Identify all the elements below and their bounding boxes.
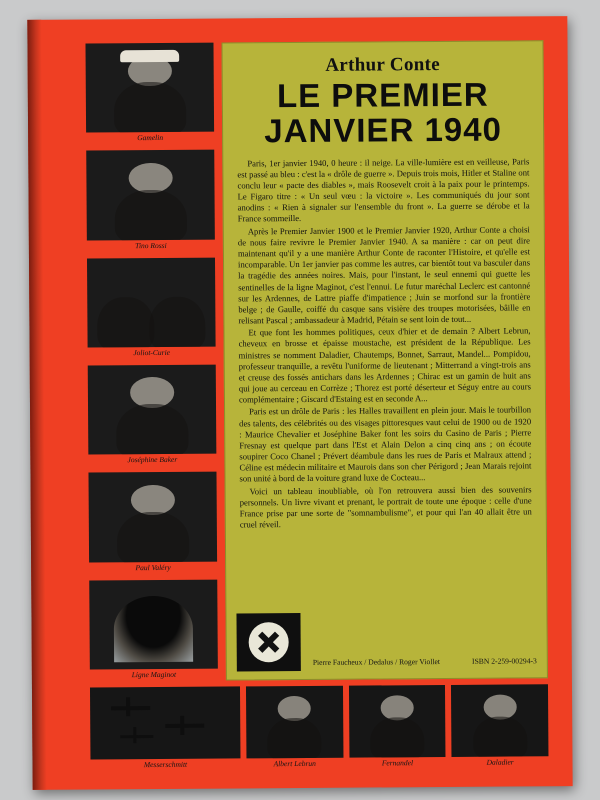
portrait-image: [88, 472, 217, 562]
photo-caption: Ligne Maginot: [131, 669, 177, 680]
credits-row: [313, 656, 537, 667]
photo-caption: Gamelin: [137, 133, 164, 143]
photo-caption: Albert Lebrun: [273, 758, 316, 769]
photo-caption: Tino Rossi: [135, 240, 167, 250]
bottom-photo-albert-lebrun: [246, 686, 343, 771]
book-title-line1: LE PREMIER: [276, 75, 489, 115]
portrait-image: [85, 43, 214, 133]
side-photo-gamelin: [85, 43, 214, 145]
aircraft-image: [90, 686, 240, 759]
photo-caption: Fernandel: [381, 758, 414, 768]
blurb-paragraph: Paris est un drôle de Paris : les Halles travaillent en plein jour. Mais le tourbillon des talents, des célébrités ou des visages pittoresques vaut celui de 1900 ou de 1920 : Maurice Chevalier et Joséphine Baker font les soirs du Casino de Paris ; Pierre Fresnay est quelque part dans l'Est et Alain Delon a cinq cinq ans ; on écoute soupirer Coco Chanel ; Prévert déambule dans les rues de Paris et Malraux attend ; Céline est médecin militaire et Maurois dans son cher Périgord ; Jean Marais rejoint son unité à bord de la voiture grand luxe de Cocteau...: [239, 404, 532, 484]
photo-credit: Pierre Faucheux / Dedalus / Roger Viollet: [312, 657, 441, 667]
side-photo-ligne-maginot: [89, 579, 218, 681]
isbn: ISBN 2-259-00294-3: [472, 656, 537, 666]
blurb-paragraph: Et que font les hommes politiques, ceux d'hier et de demain ? Albert Lebrun, cheveux en brosse et épaisse moustache, est président de la République. Les ministres se nomment Daladier, Chautemps, Bonnet, Sarraut, Mandel... Pompidou, professeur tranquille, a revêtu l'uniforme de lieutenant ; Mitterrand a vingt-trois ans et creuse des fossés antichars dans les Ardennes ; Chirac est un gamin de huit ans qui joue au cerceau en Corrèze ; Thorez est porté déserteur et Séguy entre au cours complémentaire ; Giscard d'Estaing est en seconde A...: [238, 325, 531, 405]
portrait-image: [86, 150, 215, 240]
bottom-photo-fernandel: [349, 685, 446, 770]
side-photo-column: [85, 43, 217, 682]
photo-caption: Messerschmitt: [143, 759, 188, 770]
portrait-image: [88, 365, 217, 455]
photo-caption: Joséphine Baker: [127, 455, 178, 465]
side-photo-joliot-curie: [87, 257, 216, 359]
photo-caption: Daladier: [486, 757, 514, 767]
portrait-image: [349, 685, 446, 758]
side-photo-paul-valery: [88, 472, 217, 574]
book-back-cover: [27, 16, 572, 790]
bunker-image: [89, 579, 218, 669]
portrait-image: [87, 257, 216, 347]
blurb-paragraph: Voici un tableau inoubliable, où l'on retrouvera aussi bien des souvenirs personnels. Un livre vivant et prenant, le portrait de toute une époque : celle d'une France prise par une sorte de "somnambulisme", et pour qui l'an 40 allait être un cruel réveil.: [239, 483, 532, 530]
side-photo-tino-rossi: [86, 150, 215, 252]
bottom-photo-daladier: [451, 684, 548, 769]
author-name: Arthur Conte: [325, 54, 441, 76]
photo-caption: Joliot-Curie: [133, 347, 171, 358]
side-photo-josephine-baker: [88, 365, 217, 467]
blurb-paragraph: Paris, 1er janvier 1940, 0 heure : il neige. La ville-lumière est en veilleuse, Paris est passé au bleu : c'est la « drôle de guerre ». Depuis trois mois, Hitler et Staline ont conclu leur « pacte des diables », mais Roosevelt croit à la paix pour le printemps. Le Figaro titre : « Un seul vœu : la victoire ». Les communiqués du jour sont anodins : « Rien à signaler sur l'ensemble du front ». La guerre se dérobe et la France sommeille.: [237, 156, 530, 224]
book-title-line2: JANVIER 1940: [264, 110, 503, 150]
portrait-image: [246, 686, 343, 759]
blurb-text: [237, 156, 532, 531]
blurb-panel: [221, 40, 547, 680]
blurb-paragraph: Après le Premier Janvier 1900 et le Premier Janvier 1920, Arthur Conte a choisi de nous faire revivre le Premier Janvier 1940. A sa manière : car on peut dire maintenant qu'il y a une manière Arthur Conte de raconter l'Histoire, et qu'elle est incomparable. Un 1er janvier pas comme les autres, car bientôt tout va basculer dans la tragédie des années noires. Mais, pour l'instant, le seul ennemi qui guette les sentinelles de la ligne Maginot, c'est l'ennui. Le futur maréchal Leclerc est cantonné sur les Ardennes, de Lattre piaffe d'impatience ; Juin se morfond sur la frontière belge ; de Gaulle, coiffé du casque sans visière des troupes motorisées, bâille en relisant Pascal ; ambassadeur à Madrid, Pétain se sent loin de tout...: [237, 224, 531, 326]
nazi-flag-icon: [236, 613, 300, 671]
cover-inner: [41, 16, 572, 790]
portrait-image: [451, 684, 548, 757]
bottom-photo-messerschmitt: [90, 686, 240, 771]
bottom-photo-row: [90, 684, 549, 771]
photo-caption: Paul Valéry: [135, 562, 171, 572]
